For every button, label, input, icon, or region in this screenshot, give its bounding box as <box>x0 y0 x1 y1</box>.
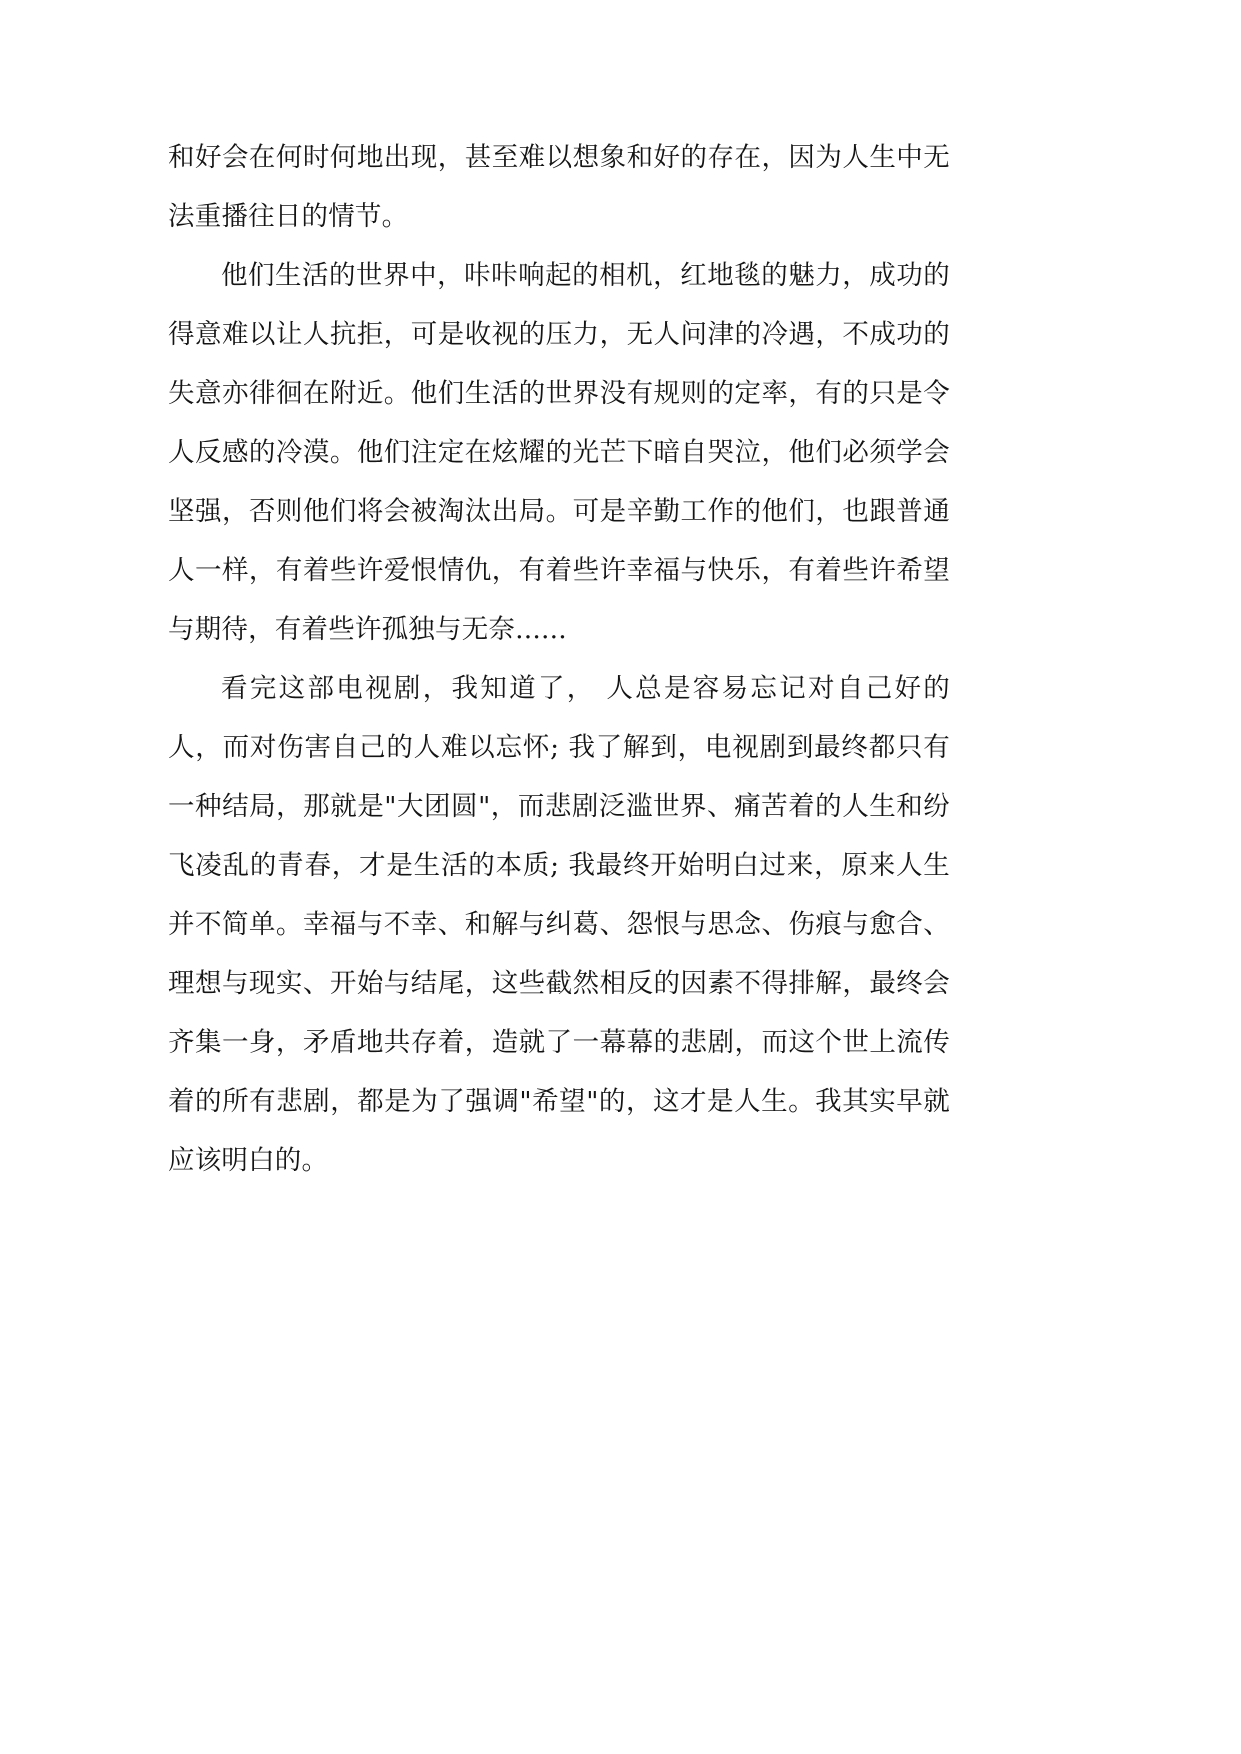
paragraph-2: 他们生活的世界中，咔咔响起的相机，红地毯的魅力，成功的得意难以让人抗拒，可是收视的压力，无人问津的冷遇，不成功的失意亦徘徊在附近。他们生活的世界没有规则的定率，有的只是令人反感的冷漠。他们注定在炫耀的光芒下暗自哭泣，他们必须学会坚强，否则他们将会被淘汰出局。可是辛勤工作的他们，也跟普通人一样，有着些许爱恨情仇，有着些许幸福与快乐，有着些许希望与期待，有着些许孤独与无奈...... <box>168 260 950 645</box>
document-body <box>168 128 950 1190</box>
paragraph-1: 和好会在何时何地出现，甚至难以想象和好的存在，因为人生中无法重播往日的情节。 <box>168 142 950 232</box>
paragraph-3: 看完这部电视剧，我知道了， 人总是容易忘记对自己好的人，而对伤害自己的人难以忘怀; 我了解到，电视剧到最终都只有一种结局，那就是"大团圆"，而悲剧泛滥世界、痛苦着的人生和纷飞凌乱的青春，才是生活的本质; 我最终开始明白过来，原来人生并不简单。幸福与不幸、和解与纠葛、怨恨与思念、伤痕与愈合、理想与现实、开始与结尾，这些截然相反的因素不得排解，最终会齐集一身，矛盾地共存着，造就了一幕幕的悲剧，而这个世上流传着的所有悲剧，都是为了强调"希望"的，这才是人生。我其实早就应该明白的。 <box>168 673 950 1176</box>
